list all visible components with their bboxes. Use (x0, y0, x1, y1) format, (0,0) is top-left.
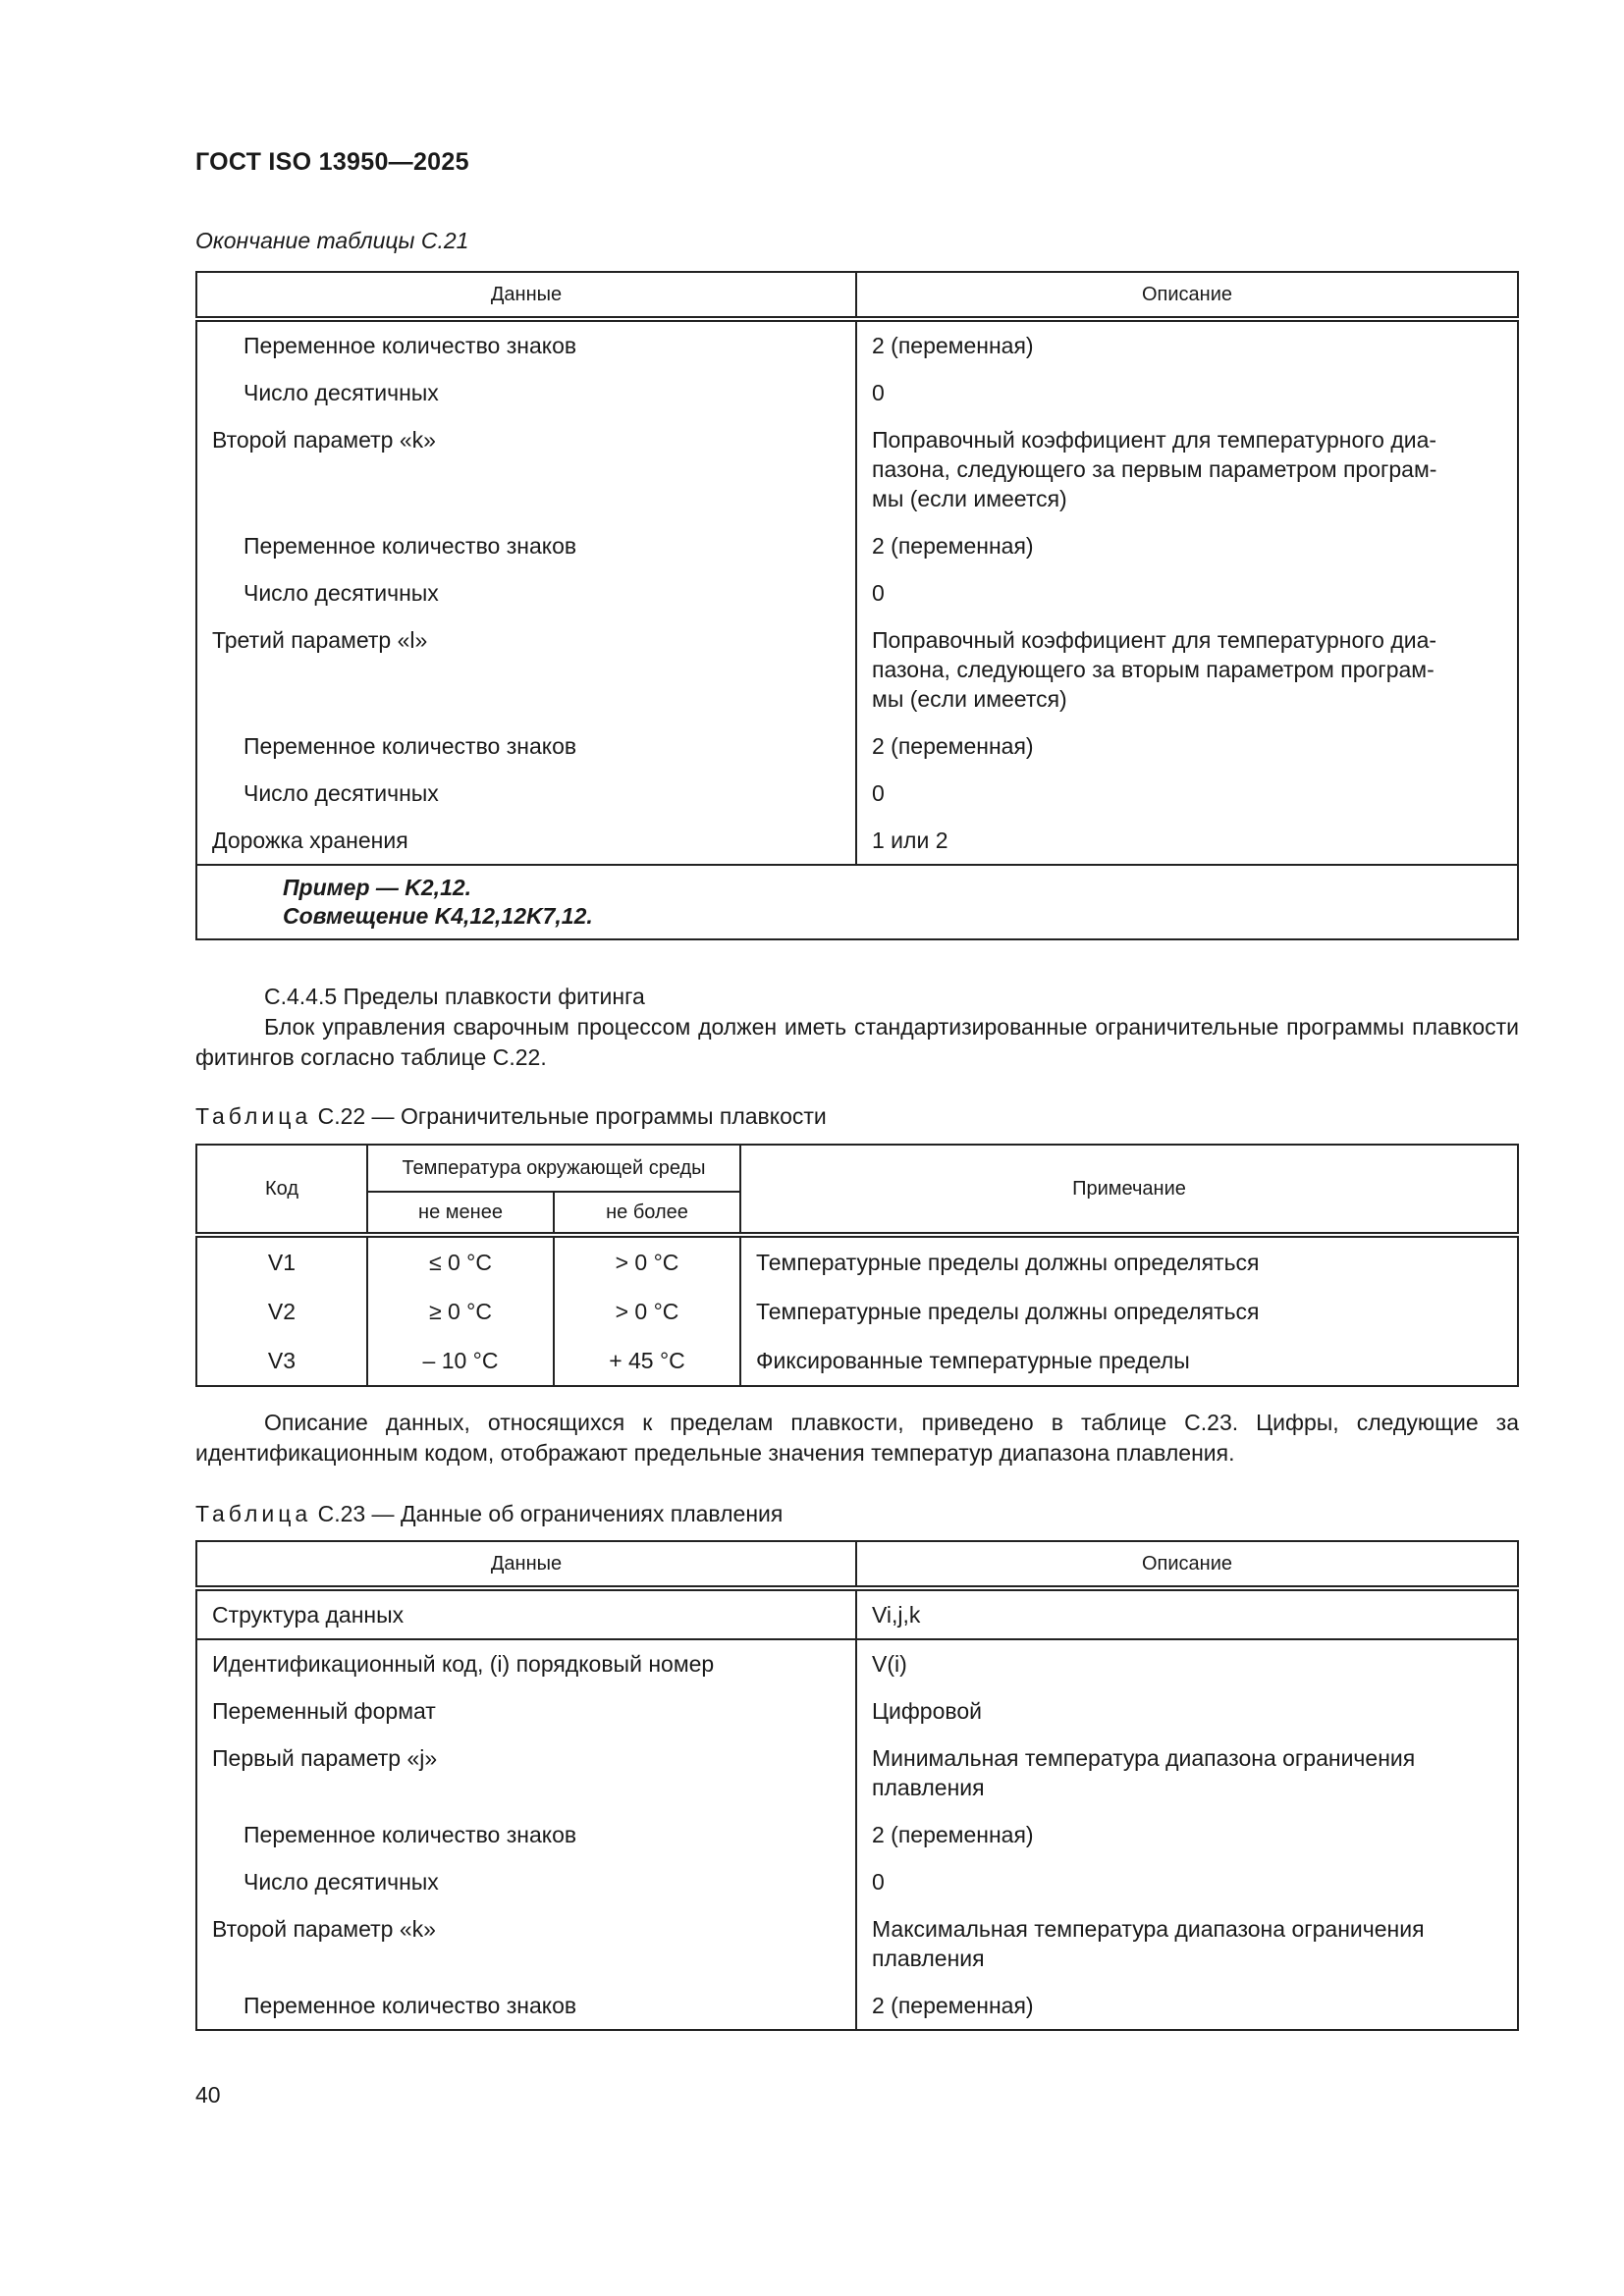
min-temp-cell: ≥ 0 °С (367, 1287, 554, 1336)
data-cell: Второй параметр «k» (196, 416, 856, 522)
table-row (196, 770, 1518, 817)
note-cell: Температурные пределы должны определяться (740, 1235, 1518, 1287)
table-c21-example-row (196, 865, 1518, 939)
description-cell: Поправочный коэффициент для температурного диа- пазона, следующего за первым параметром програм- мы (если имеется) (856, 416, 1518, 522)
column-header-description: Описание (856, 1541, 1518, 1588)
table-row (196, 1235, 1518, 1287)
description-cell: Поправочный коэффициент для температурного диа- пазона, следующего за вторым параметром програм- мы (если имеется) (856, 616, 1518, 722)
note-cell: Температурные пределы должны определяться (740, 1287, 1518, 1336)
table-c23-caption (195, 1501, 783, 1527)
caption-text: С.23 — Данные об ограничениях плавления (311, 1501, 784, 1526)
max-temp-cell: > 0 °С (554, 1287, 740, 1336)
table-row (196, 616, 1518, 722)
description-cell: Цифровой (856, 1687, 1518, 1735)
table-row (196, 369, 1518, 416)
page-number: 40 (195, 2082, 221, 2108)
table-c23 (195, 1540, 1519, 2031)
data-cell: Переменное количество знаков (196, 1982, 856, 2030)
table-row (196, 1858, 1518, 1905)
table-row (196, 319, 1518, 369)
table-row (196, 1905, 1518, 1982)
column-header-ambient: Температура окружающей среды (367, 1145, 740, 1192)
table-row (196, 1588, 1518, 1639)
caption-prefix: Таблица (195, 1103, 312, 1129)
example-line: Пример — K2,12. (283, 875, 472, 900)
table-row (196, 1687, 1518, 1735)
description-cell: Минимальная температура диапазона ограничения плавления (856, 1735, 1518, 1811)
data-cell: Переменное количество знаков (196, 522, 856, 569)
table-c21-body (196, 319, 1518, 865)
description-cell: Vi,j,k (856, 1588, 1518, 1639)
table-c22 (195, 1144, 1519, 1387)
data-cell: Структура данных (196, 1588, 856, 1639)
table-c21-caption: Окончание таблицы С.21 (195, 228, 469, 253)
data-cell: Первый параметр «j» (196, 1735, 856, 1811)
data-cell: Второй параметр «k» (196, 1905, 856, 1982)
table-c22-body (196, 1235, 1518, 1386)
data-cell: Третий параметр «l» (196, 616, 856, 722)
data-cell: Переменное количество знаков (196, 1811, 856, 1858)
description-cell: 2 (переменная) (856, 1982, 1518, 2030)
description-cell: 2 (переменная) (856, 319, 1518, 369)
example-line: Совмещение K4,12,12K7,12. (283, 903, 593, 929)
min-temp-cell: ≤ 0 °С (367, 1235, 554, 1287)
table-row (196, 569, 1518, 616)
caption-text: С.22 — Ограничительные программы плавкости (311, 1103, 827, 1129)
document-header: ГОСТ ISO 13950—2025 (195, 148, 469, 176)
data-cell: Идентификационный код, (i) порядковый номер (196, 1639, 856, 1687)
description-cell: 0 (856, 369, 1518, 416)
data-cell: Переменное количество знаков (196, 722, 856, 770)
table-row (196, 1982, 1518, 2030)
data-cell: Число десятичных (196, 569, 856, 616)
column-header-description: Описание (856, 272, 1518, 319)
description-cell: 2 (переменная) (856, 1811, 1518, 1858)
table-row (196, 1811, 1518, 1858)
column-header-min: не менее (367, 1192, 554, 1235)
section-paragraph: Блок управления сварочным процессом должен иметь стандартизированные ограничительные программы плавкости фитингов согласно таблице С.22. (195, 1014, 1519, 1070)
table-row (196, 1735, 1518, 1811)
code-cell: V2 (196, 1287, 367, 1336)
table-row (196, 522, 1518, 569)
data-cell: Число десятичных (196, 770, 856, 817)
code-cell: V3 (196, 1336, 367, 1386)
table-row (196, 1287, 1518, 1336)
column-header-note: Примечание (740, 1145, 1518, 1235)
table-row (196, 1336, 1518, 1386)
column-header-data: Данные (196, 1541, 856, 1588)
description-cell: 0 (856, 770, 1518, 817)
description-cell: 2 (переменная) (856, 722, 1518, 770)
section-heading: С.4.4.5 Пределы плавкости фитинга (264, 984, 645, 1009)
data-cell: Число десятичных (196, 1858, 856, 1905)
table-row (196, 416, 1518, 522)
data-cell: Число десятичных (196, 369, 856, 416)
min-temp-cell: – 10 °С (367, 1336, 554, 1386)
column-header-data: Данные (196, 272, 856, 319)
table-c21 (195, 271, 1519, 940)
example-cell (196, 865, 1518, 939)
table-row (196, 722, 1518, 770)
description-cell: V(i) (856, 1639, 1518, 1687)
paragraph-melting-limits: Описание данных, относящихся к пределам плавкости, приведено в таблице С.23. Цифры, следующие за идентификационным кодом, отображают предельные значения температур диапазона плавления. (195, 1410, 1519, 1466)
table-row (196, 817, 1518, 865)
description-cell: 0 (856, 569, 1518, 616)
note-cell: Фиксированные температурные пределы (740, 1336, 1518, 1386)
data-cell: Переменное количество знаков (196, 319, 856, 369)
data-cell: Дорожка хранения (196, 817, 856, 865)
column-header-max: не более (554, 1192, 740, 1235)
code-cell: V1 (196, 1235, 367, 1287)
description-cell: Максимальная температура диапазона ограничения плавления (856, 1905, 1518, 1982)
column-header-code: Код (196, 1145, 367, 1235)
caption-prefix: Таблица (195, 1501, 312, 1526)
max-temp-cell: > 0 °С (554, 1235, 740, 1287)
data-cell: Переменный формат (196, 1687, 856, 1735)
description-cell: 0 (856, 1858, 1518, 1905)
max-temp-cell: + 45 °С (554, 1336, 740, 1386)
table-c22-caption (195, 1103, 827, 1130)
table-row (196, 1639, 1518, 1687)
description-cell: 1 или 2 (856, 817, 1518, 865)
table-c23-body (196, 1639, 1518, 2030)
description-cell: 2 (переменная) (856, 522, 1518, 569)
